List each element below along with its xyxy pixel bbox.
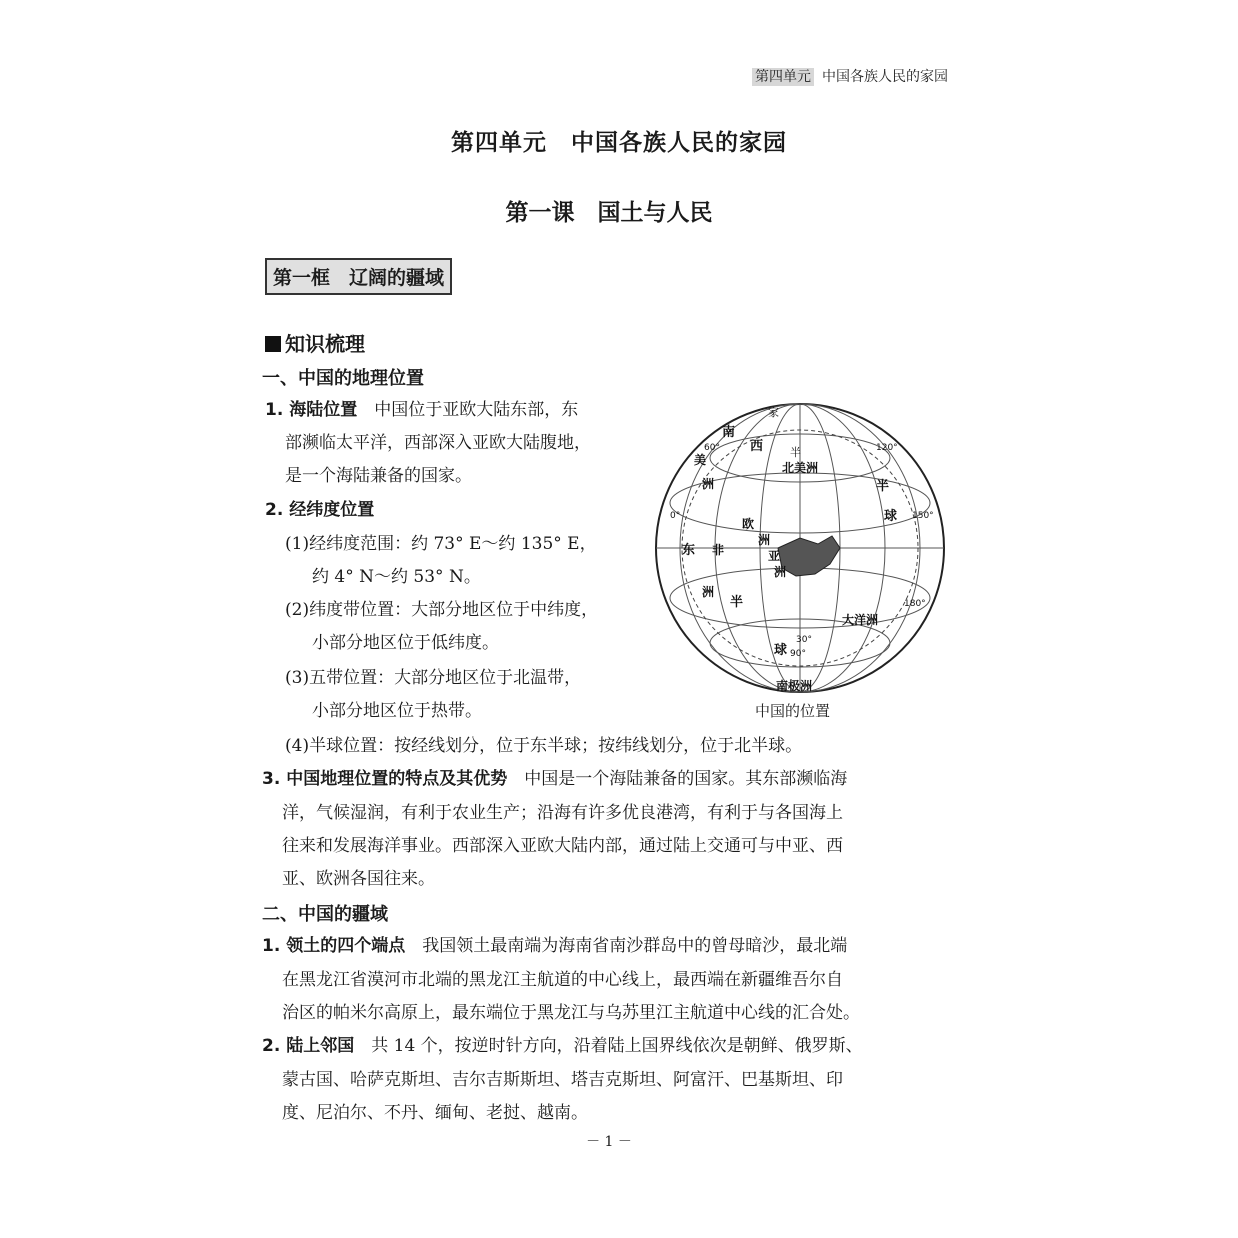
p2-item1-line3: 治区的帕米尔高原上，最东端位于黑龙江与乌苏里江主航道中心线的汇合处。	[282, 1003, 860, 1023]
square-bullet-icon	[265, 336, 281, 352]
header-unit: 第四单元	[752, 68, 814, 86]
globe-label: 半	[730, 595, 744, 610]
globe-label: 球	[774, 643, 788, 658]
globe-caption: 中国的位置	[755, 702, 831, 720]
p1-item2-sub2-a: (2)纬度带位置：大部分地区位于中纬度，	[285, 600, 599, 620]
globe-label: 北美洲	[782, 461, 819, 475]
globe-label: 洲	[774, 565, 787, 579]
p2-item1-line2: 在黑龙江省漠河市北端的黑龙江主航道的中心线上，最西端在新疆维吾尔自	[282, 970, 843, 990]
p2-item1-line1	[262, 930, 847, 963]
p1-item3-line3: 往来和发展海洋事业。西部深入亚欧大陆内部，通过陆上交通可与中亚、西	[282, 836, 843, 856]
globe-degree: 0°	[670, 511, 681, 521]
p2-item2-line1	[262, 1030, 863, 1063]
p1-item2-label: 2. 经纬度位置	[265, 500, 375, 520]
p1-item3-text: 中国是一个海陆兼备的国家。其东部濒临海	[524, 769, 848, 789]
globe-degree: 120°	[876, 443, 898, 453]
globe-degree: 60°	[704, 443, 720, 453]
globe-label: 洲	[758, 533, 771, 547]
globe-label: 半	[790, 446, 801, 459]
lesson-title: 第一课 国土与人民	[505, 199, 713, 226]
part1-title: 一、中国的地理位置	[262, 368, 424, 389]
globe-label: 东	[682, 543, 696, 558]
globe-label: 南	[722, 425, 736, 440]
globe-label: 南极洲	[776, 679, 813, 693]
page-number: － 1 －	[586, 1134, 632, 1150]
p1-item2-sub3-a: (3)五带位置：大部分地区位于北温带，	[285, 668, 582, 688]
p1-item3-line2: 洋，气候湿润，有利于农业生产；沿海有许多优良港湾，有利于与各国海上	[282, 803, 843, 823]
china-shape	[778, 536, 840, 576]
p1-item1-line1	[265, 394, 578, 427]
section-heading	[265, 328, 365, 357]
p2-item2-line3: 度、尼泊尔、不丹、缅甸、老挝、越南。	[282, 1103, 588, 1123]
p1-item1-text: 中国位于亚欧大陆东部，东	[374, 400, 579, 420]
frame-title: 第一框 辽阔的疆域	[265, 258, 452, 295]
part2-title: 二、中国的疆域	[262, 904, 388, 925]
p1-item2-sub3-b: 小部分地区位于热带。	[312, 701, 482, 721]
globe-map-figure	[650, 398, 950, 698]
p1-item3-line4: 亚、欧洲各国往来。	[282, 869, 435, 889]
p1-item2-sub2-b: 小部分地区位于低纬度。	[312, 633, 499, 653]
globe-label: 家	[768, 406, 779, 419]
globe-label: 半	[876, 479, 890, 494]
p2-item2-label: 2. 陆上邻国	[262, 1036, 355, 1056]
p2-item2-line2: 蒙古国、哈萨克斯坦、吉尔吉斯斯坦、塔吉克斯坦、阿富汗、巴基斯坦、印	[282, 1070, 843, 1090]
globe-degree: 90°	[790, 649, 806, 659]
globe-label: 西	[750, 439, 764, 454]
unit-title: 第四单元 中国各族人民的家园	[451, 129, 787, 156]
globe-label: 洲	[702, 477, 715, 491]
p2-item1-text: 我国领土最南端为海南省南沙群岛中的曾母暗沙，最北端	[422, 936, 848, 956]
globe-label: 亚	[768, 549, 781, 563]
globe-label: 非	[712, 543, 725, 557]
p1-item2-sub4: (4)半球位置：按经线划分，位于东半球；按纬线划分，位于北半球。	[285, 736, 803, 756]
p1-item1-line3: 是一个海陆兼备的国家。	[285, 466, 472, 486]
globe-label: 球	[884, 509, 898, 524]
p1-item2-sub1-b: 约 4° N～约 53° N。	[312, 567, 481, 587]
p1-item3-label: 3. 中国地理位置的特点及其优势	[262, 769, 508, 789]
running-header	[752, 66, 948, 86]
p1-item2-sub1-a: (1)经纬度范围：约 73° E～约 135° E，	[285, 534, 597, 554]
globe-degree: 150°	[912, 511, 934, 521]
globe-label: 欧	[742, 517, 755, 531]
p1-item1-label: 1. 海陆位置	[265, 400, 358, 420]
p1-item3-line1	[262, 763, 847, 796]
header-title: 中国各族人民的家园	[822, 69, 948, 85]
globe-label: 美	[694, 453, 707, 467]
globe-degree: 30°	[796, 635, 812, 645]
p1-item1-line2: 部濒临太平洋，西部深入亚欧大陆腹地，	[285, 433, 591, 453]
p2-item2-text: 共 14 个，按逆时针方向，沿着陆上国界线依次是朝鲜、俄罗斯、	[371, 1036, 863, 1056]
globe-degree: 180°	[904, 599, 926, 609]
p2-item1-label: 1. 领土的四个端点	[262, 936, 406, 956]
section-heading-text: 知识梳理	[285, 332, 365, 356]
globe-label: 大洋洲	[842, 613, 879, 627]
globe-label: 洲	[702, 585, 715, 599]
